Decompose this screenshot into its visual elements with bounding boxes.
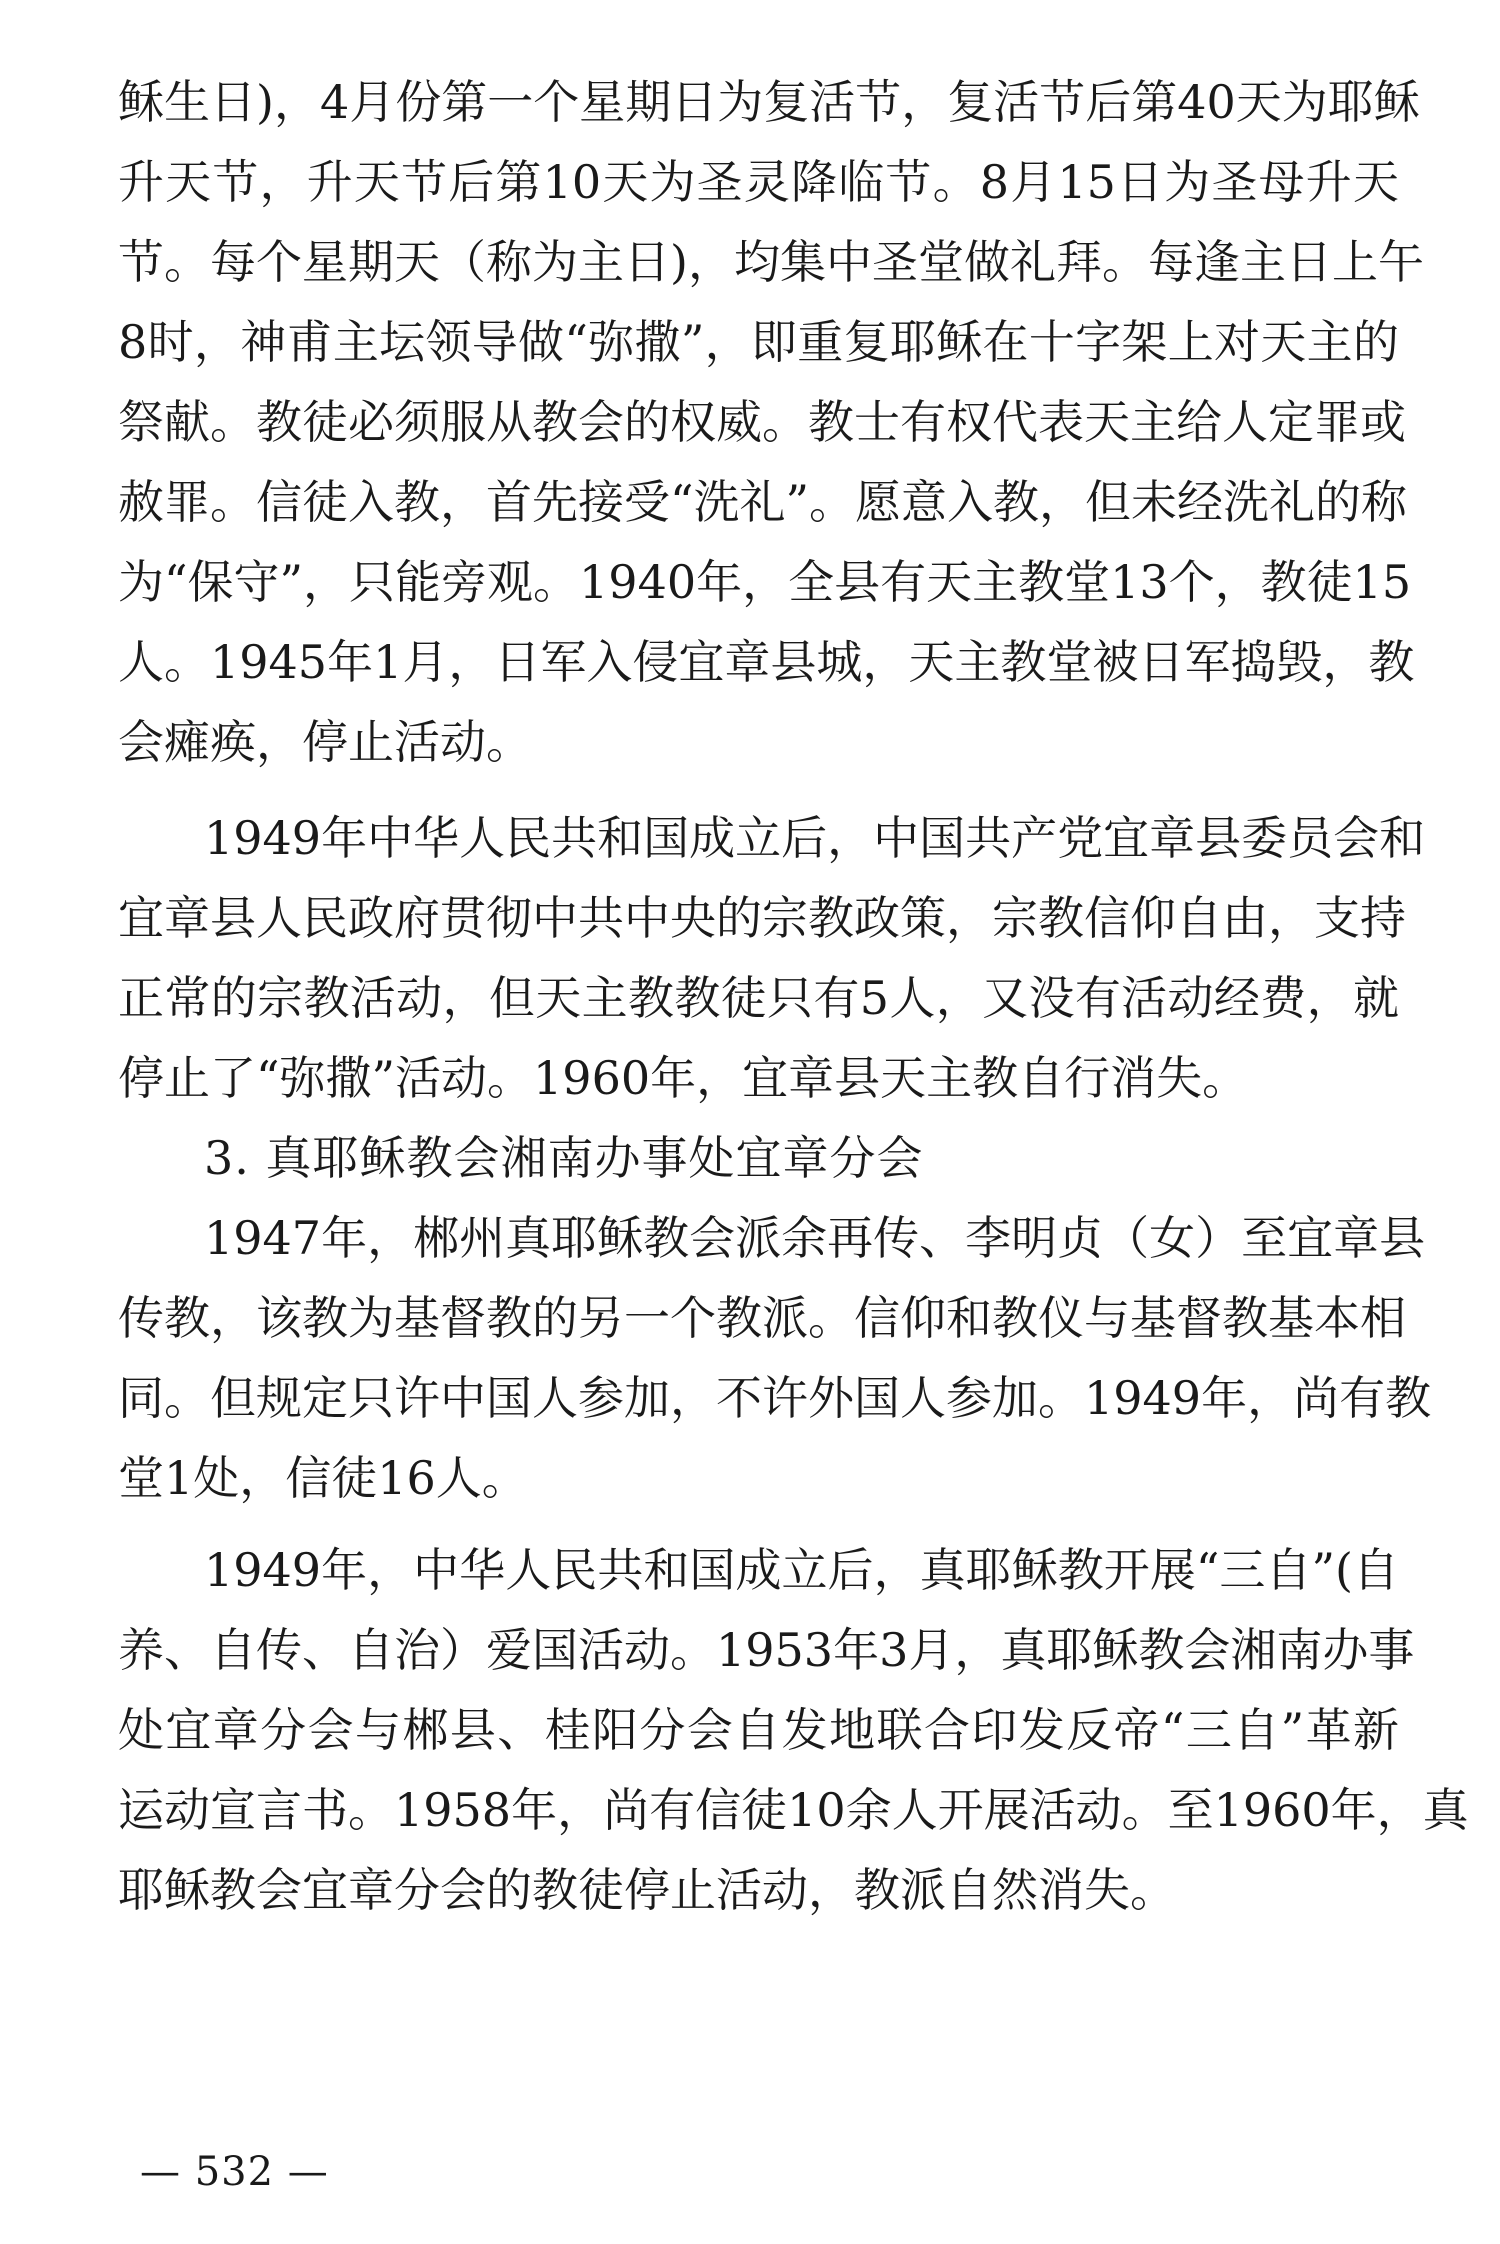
text-line: 为“保守”，只能旁观。1940年，全县有天主教堂13个，教徒15 — [118, 555, 1412, 609]
text-line: 耶稣教会宜章分会的教徒停止活动，教派自然消失。 — [118, 1863, 1176, 1917]
section-heading: 3. 真耶稣教会湘南办事处宜章分会 — [204, 1131, 924, 1185]
text-line: 养、自传、自治）爱国活动。1953年3月，真耶稣教会湘南办事 — [118, 1623, 1415, 1677]
text-line: 祭献。教徒必须服从教会的权威。教士有权代表天主给人定罪或 — [118, 395, 1406, 449]
text-line: 节。每个星期天（称为主日)，均集中圣堂做礼拜。每逢主日上午 — [118, 235, 1424, 289]
text-line: 堂1处，信徒16人。 — [118, 1451, 528, 1505]
text-line: 升天节，升天节后第10天为圣灵降临节。8月15日为圣母升天 — [118, 155, 1399, 209]
text-line: 人。1945年1月，日军入侵宜章县城，天主教堂被日军捣毁，教 — [118, 635, 1415, 689]
text-line: 赦罪。信徒入教，首先接受“洗礼”。愿意入教，但未经洗礼的称 — [118, 475, 1408, 529]
text-line: 停止了“弥撒”活动。1960年，宜章县天主教自行消失。 — [118, 1051, 1249, 1105]
paragraph-first-line: 1949年中华人民共和国成立后，中国共产党宜章县委员会和 — [204, 811, 1426, 865]
text-line: 会瘫痪，停止活动。 — [118, 715, 532, 769]
paragraph-first-line: 1947年，郴州真耶稣教会派余再传、李明贞（女）至宜章县 — [204, 1211, 1426, 1265]
text-line: 运动宣言书。1958年，尚有信徒10余人开展活动。至1960年，真 — [118, 1783, 1469, 1837]
paragraph-first-line: 1949年，中华人民共和国成立后，真耶稣教开展“三自”(自 — [204, 1543, 1399, 1597]
text-line: 传教，该教为基督教的另一个教派。信仰和教仪与基督教基本相 — [118, 1291, 1406, 1345]
page-number: — 532 — — [140, 2149, 329, 2195]
text-line: 宜章县人民政府贯彻中共中央的宗教政策，宗教信仰自由，支持 — [118, 891, 1406, 945]
text-line: 同。但规定只许中国人参加，不许外国人参加。1949年，尚有教 — [118, 1371, 1432, 1425]
text-line: 稣生日)，4月份第一个星期日为复活节，复活节后第40天为耶稣 — [118, 75, 1420, 129]
text-line: 处宜章分会与郴县、桂阳分会自发地联合印发反帝“三自”革新 — [118, 1703, 1399, 1757]
text-line: 8时，神甫主坛领导做“弥撒”，即重复耶稣在十字架上对天主的 — [118, 315, 1399, 369]
text-line: 正常的宗教活动，但天主教教徒只有5人，又没有活动经费，就 — [118, 971, 1399, 1025]
